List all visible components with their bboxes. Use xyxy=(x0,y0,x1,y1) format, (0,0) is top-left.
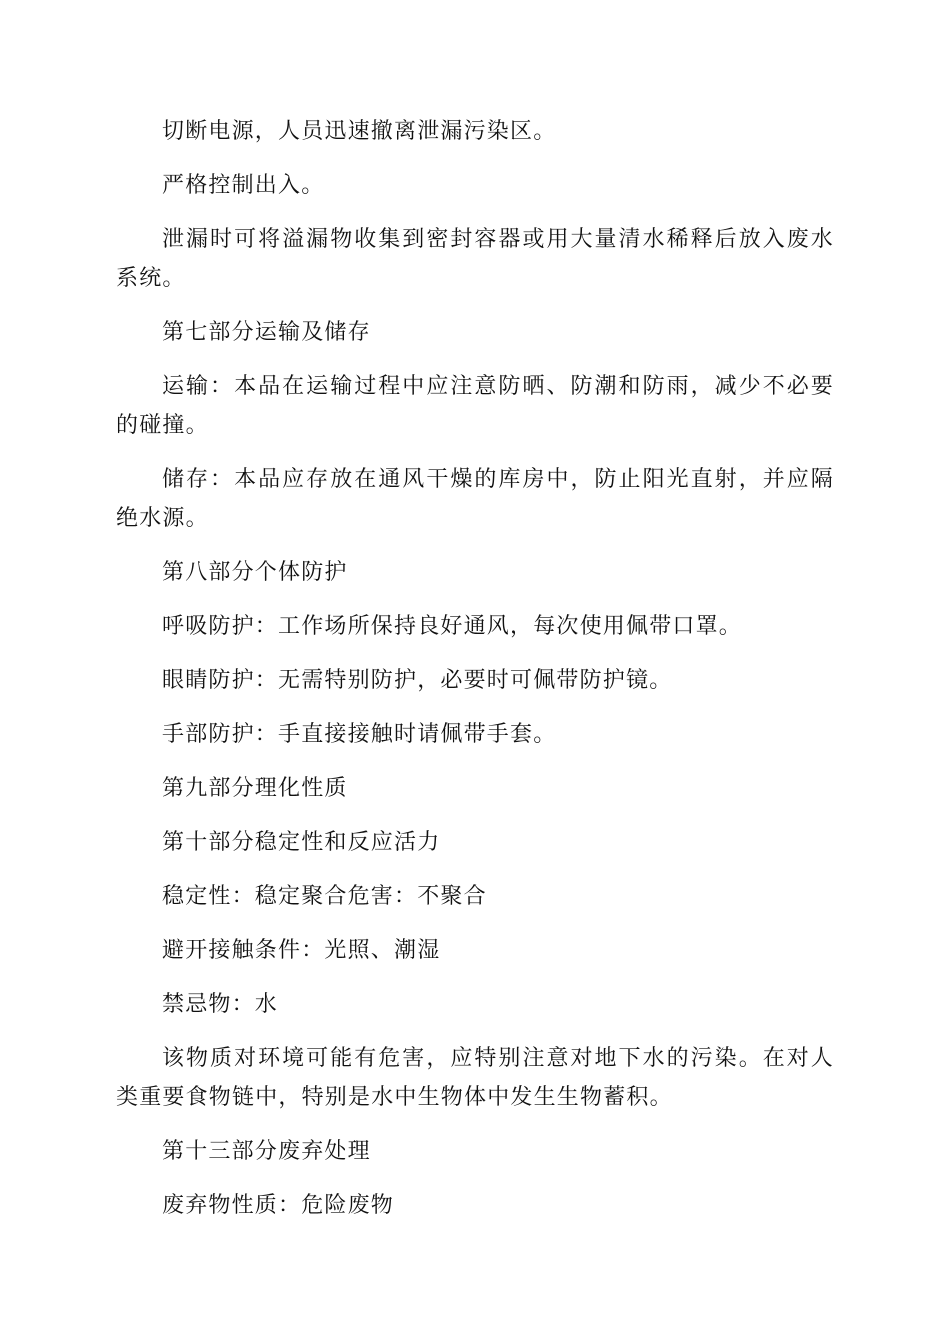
section-heading-8: 第八部分个体防护 xyxy=(162,560,348,585)
paragraph-waste-nature: 废弃物性质：危险废物 xyxy=(162,1193,395,1218)
paragraph-respiratory-protection: 呼吸防护：工作场所保持良好通风，每次使用佩带口罩。 xyxy=(162,614,743,639)
paragraph-storage: 储存：本品应存放在通风干燥的库房中，防止阳光直射，并应隔绝水源。 xyxy=(116,467,834,531)
paragraph-hand-protection: 手部防护：手直接接触时请佩带手套。 xyxy=(162,722,557,747)
paragraph-eye-protection: 眼睛防护：无需特别防护，必要时可佩带防护镜。 xyxy=(162,668,673,693)
section-heading-9: 第九部分理化性质 xyxy=(162,776,348,801)
paragraph-transport: 运输：本品在运输过程中应注意防晒、防潮和防雨，减少不必要的碰撞。 xyxy=(116,374,834,438)
paragraph-environmental-hazard: 该物质对环境可能有危害，应特别注意对地下水的污染。在对人类重要食物链中，特别是水中生物体中发生生物蓄积。 xyxy=(116,1046,834,1110)
document-body xyxy=(116,112,834,1225)
paragraph-stability: 稳定性：稳定聚合危害：不聚合 xyxy=(162,884,487,909)
paragraph-conditions-to-avoid: 避开接触条件：光照、潮湿 xyxy=(162,938,441,963)
section-heading-13: 第十三部分废弃处理 xyxy=(162,1139,371,1164)
paragraph-incompatible-materials: 禁忌物：水 xyxy=(162,992,279,1017)
paragraph-spill-collection: 泄漏时可将溢漏物收集到密封容器或用大量清水稀释后放入废水系统。 xyxy=(116,227,834,291)
paragraph-power-off: 切断电源，人员迅速撤离泄漏污染区。 xyxy=(162,119,557,144)
paragraph-access-control: 严格控制出入。 xyxy=(162,173,325,198)
section-heading-7: 第七部分运输及储存 xyxy=(162,320,371,345)
section-heading-10: 第十部分稳定性和反应活力 xyxy=(162,830,441,855)
